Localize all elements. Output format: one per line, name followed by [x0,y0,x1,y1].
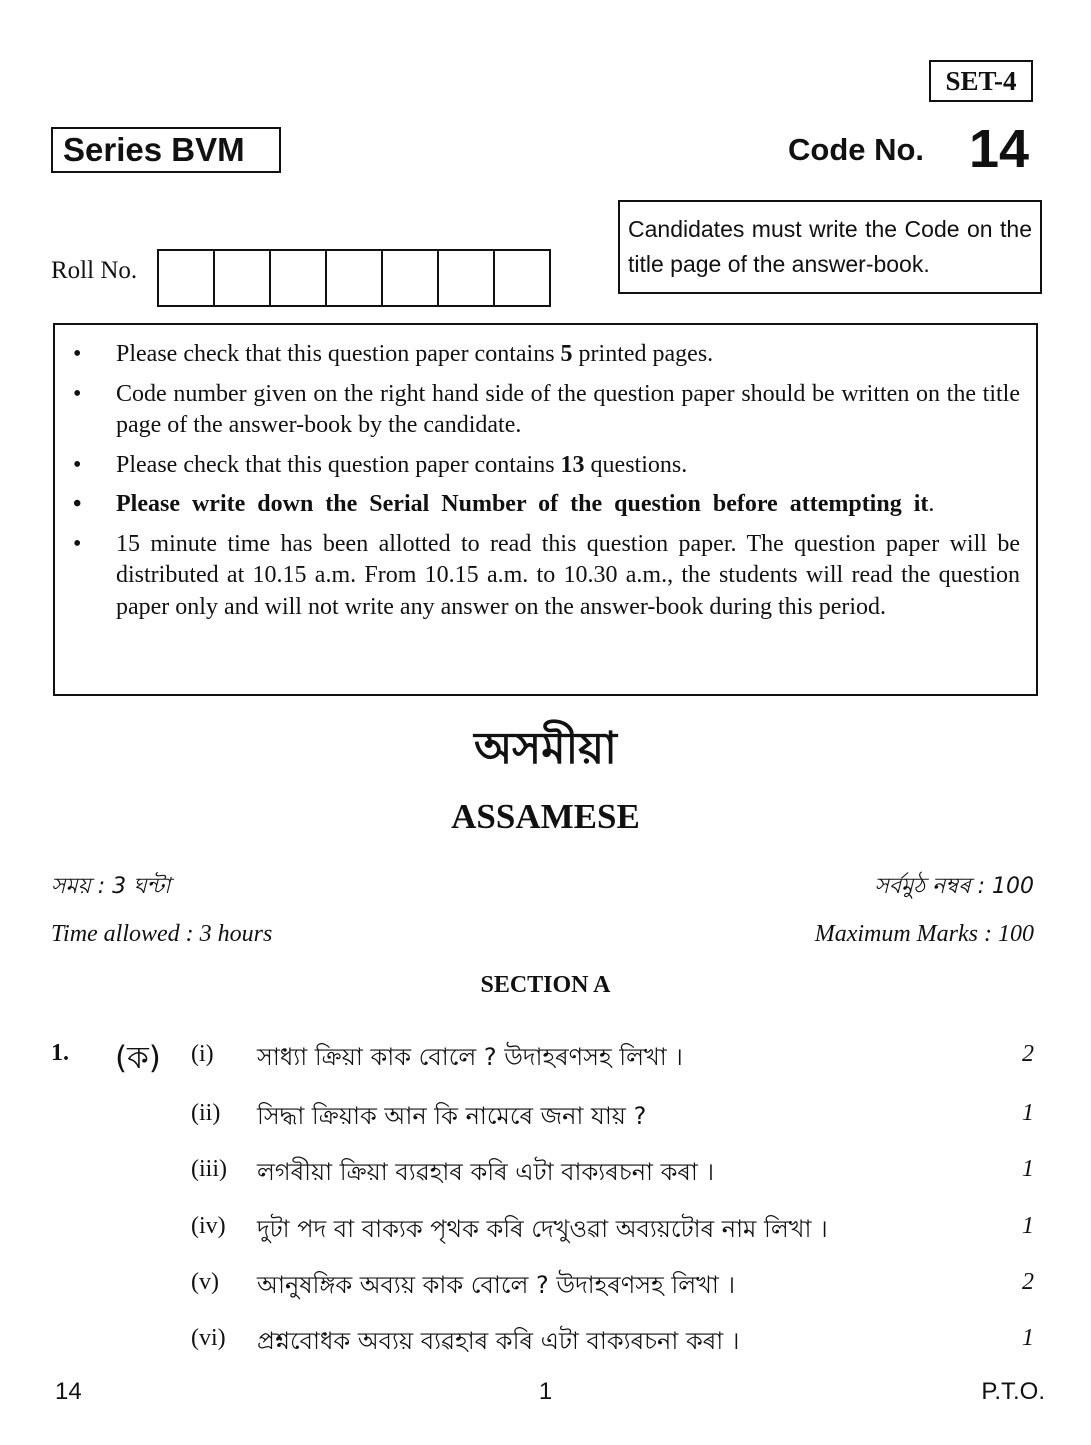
part-number: (i) [191,1041,214,1067]
roll-cell[interactable] [495,251,549,305]
max-marks-assamese: সৰ্বমুঠ নম্বৰ : 100 [874,874,1034,899]
series-label: Series BVM [51,127,281,173]
instruction-item: • 15 minute time has been allotted to read this question paper. The question paper will be distributed at 10.15 a.m. From 10.15 a.m. to 10.30 a.m., the students will read the question paper only and will not write any answer on the answer-book during this period. [71,529,1020,624]
code-label: Code No. [788,132,925,167]
question-part [0,1325,1091,1365]
part-text: প্রশ্নবোধক অব্যয় ব্যৱহাৰ কৰি এটা বাক্যৰচনা কৰা । [257,1327,740,1355]
part-number: (iii) [191,1156,227,1182]
part-number: (iv) [191,1213,226,1239]
part-marks: 1 [1022,1156,1034,1182]
part-marks: 2 [1022,1269,1034,1295]
roll-number-label: Roll No. [51,257,138,284]
question-part [0,1213,1091,1253]
instructions-box [53,323,1038,696]
question-number: 1. [51,1040,69,1066]
instruction-item: • Please check that this question paper contains 5 printed pages. [71,339,1020,371]
instructions-list [71,339,1020,623]
roll-cell[interactable] [159,251,215,305]
question-sub-label: (ক) [115,1040,161,1076]
part-marks: 1 [1022,1325,1034,1351]
part-number: (vi) [191,1325,226,1351]
roll-cell[interactable] [383,251,439,305]
time-allowed: Time allowed : 3 hours [51,921,273,947]
part-text: লগৰীয়া ক্রিয়া ব্যৱহাৰ কৰি এটা বাক্যৰচনা কৰা । [257,1158,715,1186]
part-number: (ii) [191,1100,221,1126]
part-number: (v) [191,1269,219,1295]
footer-code: 14 [55,1378,82,1405]
part-text: দুটা পদ বা বাক্যক পৃথক কৰি দেখুওৱা অব্যয়টোৰ নাম লিখা । [257,1215,828,1243]
part-text: সাধ্যা ক্রিয়া কাক বোলে ? উদাহৰণসহ লিখা । [257,1043,683,1071]
part-marks: 2 [1022,1041,1034,1067]
roll-cell[interactable] [327,251,383,305]
set-label: SET-4 [929,60,1033,102]
section-title: SECTION A [480,972,611,998]
question-part [0,1041,1091,1081]
roll-number-grid[interactable] [157,249,551,307]
max-marks: Maximum Marks : 100 [814,921,1034,947]
question-part [0,1269,1091,1309]
page-number: 1 [538,1378,553,1405]
subject-title-english: ASSAMESE [451,797,640,836]
instruction-item: • Please check that this question paper contains 13 questions. [71,450,1020,482]
part-marks: 1 [1022,1213,1034,1239]
part-marks: 1 [1022,1100,1034,1126]
roll-cell[interactable] [439,251,495,305]
pto-label: P.T.O. [981,1378,1045,1405]
candidates-note: Candidates must write the Code on the title page of the answer-book. [618,200,1042,294]
part-text: সিদ্ধা ক্রিয়াক আন কি নামেৰে জনা যায় ? [257,1102,647,1130]
roll-cell[interactable] [271,251,327,305]
roll-cell[interactable] [215,251,271,305]
part-text: আনুষঙ্গিক অব্যয় কাক বোলে ? উদাহৰণসহ লিখা । [257,1271,736,1299]
question-part [0,1156,1091,1196]
instruction-item: • Code number given on the right hand side of the question paper should be written on the title page of the answer-book by the candidate. [71,379,1020,442]
subject-title-assamese: অসমীয়া [474,723,617,774]
instruction-item: • Please write down the Serial Number of the question before attempting it. [71,489,1020,521]
question-part [0,1100,1091,1140]
time-allowed-assamese: সময় : 3 ঘন্টা [51,874,171,899]
code-number: 14 [969,119,1030,179]
